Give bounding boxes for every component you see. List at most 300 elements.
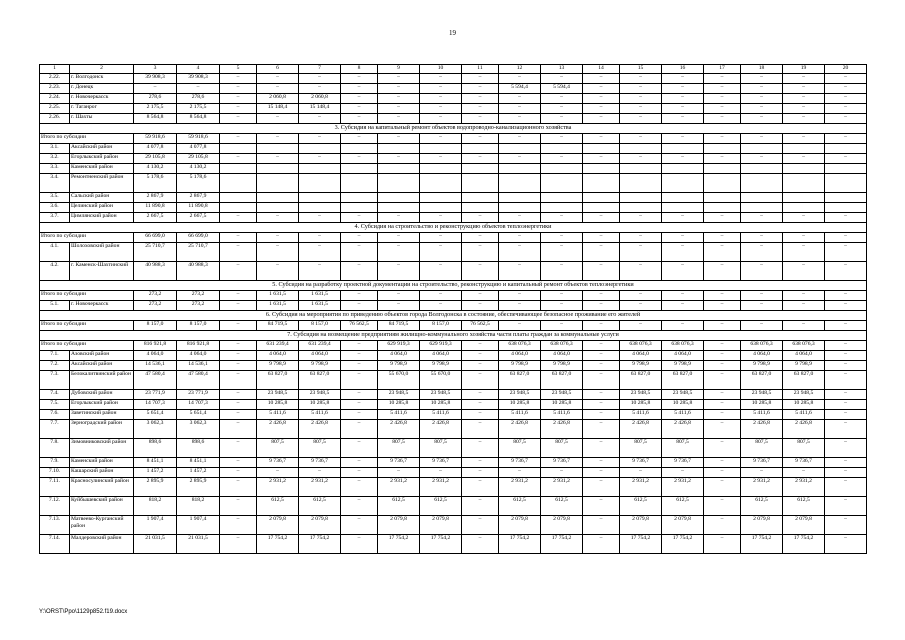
table-cell: – bbox=[220, 74, 257, 84]
table-cell: 4 064,0 bbox=[741, 351, 783, 361]
table-cell: 638 076,3 bbox=[662, 341, 704, 351]
table-cell: – bbox=[220, 535, 257, 554]
table-cell: – bbox=[220, 84, 257, 94]
table-cell: 278,6 bbox=[134, 94, 177, 104]
table-cell: 2 175,5 bbox=[177, 104, 220, 114]
table-cell: – bbox=[583, 361, 620, 371]
table-cell: 4 064,0 bbox=[134, 351, 177, 361]
table-cell: 23 948,5 bbox=[741, 390, 783, 400]
table-cell: – bbox=[462, 84, 499, 94]
table-cell: – bbox=[620, 74, 662, 84]
row-number-cell: 7.11. bbox=[40, 478, 70, 497]
table-cell: – bbox=[220, 361, 257, 371]
section-heading: 7. Субсидия на возмещение предприятиям жилищно-коммунального хозяйства части платы граждан за коммунальные услуги bbox=[40, 331, 867, 341]
territory-name-cell: Аксайский район bbox=[70, 144, 134, 154]
table-cell: – bbox=[541, 233, 583, 243]
table-cell: – bbox=[825, 516, 867, 535]
table-row bbox=[40, 439, 867, 458]
table-cell: – bbox=[541, 262, 583, 281]
table-cell: – bbox=[620, 104, 662, 114]
territory-name-cell: Красносулинский район bbox=[70, 478, 134, 497]
table-cell: 629 919,3 bbox=[420, 341, 462, 351]
table-cell bbox=[462, 174, 499, 193]
table-cell: – bbox=[462, 478, 499, 497]
table-cell bbox=[499, 193, 541, 203]
table-cell: – bbox=[620, 262, 662, 281]
table-cell: – bbox=[420, 301, 462, 311]
table-cell: 273,2 bbox=[177, 291, 220, 301]
page-number: 19 bbox=[449, 29, 456, 37]
table-cell: 23 948,5 bbox=[662, 390, 704, 400]
table-cell: – bbox=[341, 361, 378, 371]
territory-name-cell: г. Таганрог bbox=[70, 104, 134, 114]
table-cell: 278,6 bbox=[177, 94, 220, 104]
table-cell: 23 771,9 bbox=[177, 390, 220, 400]
table-cell bbox=[662, 174, 704, 193]
table-cell bbox=[462, 193, 499, 203]
table-cell: – bbox=[257, 468, 299, 478]
table-row bbox=[40, 400, 867, 410]
table-cell: 23 948,5 bbox=[378, 390, 420, 400]
table-cell: – bbox=[299, 114, 341, 124]
table-cell: 2 931,2 bbox=[499, 478, 541, 497]
table-row bbox=[40, 516, 867, 535]
territory-name-cell: Зерноградский район bbox=[70, 420, 134, 439]
table-cell: – bbox=[341, 74, 378, 84]
column-number-cell: 17 bbox=[704, 65, 741, 74]
table-cell: – bbox=[825, 478, 867, 497]
row-number-cell: 7.7. bbox=[40, 420, 70, 439]
table-row bbox=[40, 94, 867, 104]
table-cell: – bbox=[783, 291, 825, 301]
table-cell: 612,5 bbox=[257, 497, 299, 516]
territory-name-cell: Егорлыкский район bbox=[70, 400, 134, 410]
table-cell: 9 736,7 bbox=[299, 458, 341, 468]
table-cell: – bbox=[220, 134, 257, 144]
table-row bbox=[40, 104, 867, 114]
table-cell: 17 754,2 bbox=[783, 535, 825, 554]
table-cell: 9 798,9 bbox=[257, 361, 299, 371]
table-cell: – bbox=[583, 291, 620, 301]
table-cell: 76 562,5 bbox=[462, 321, 499, 331]
table-cell: – bbox=[341, 351, 378, 361]
table-cell: 2 895,9 bbox=[177, 478, 220, 497]
table-cell: – bbox=[583, 516, 620, 535]
section-heading-row bbox=[40, 331, 867, 341]
table-cell: – bbox=[341, 341, 378, 351]
table-cell: – bbox=[583, 400, 620, 410]
footer-file-path: Y:\ORST\Ppo\1129p852.f19.docx bbox=[39, 609, 128, 615]
table-cell: 1 631,5 bbox=[299, 301, 341, 311]
table-cell: 2 931,2 bbox=[420, 478, 462, 497]
column-number-cell: 6 bbox=[257, 65, 299, 74]
section-heading-row bbox=[40, 311, 867, 321]
table-cell: 9 798,9 bbox=[741, 361, 783, 371]
table-cell: – bbox=[462, 420, 499, 439]
table-cell: – bbox=[420, 213, 462, 223]
table-cell: 807,5 bbox=[783, 439, 825, 458]
table-cell: 638 076,3 bbox=[741, 341, 783, 351]
table-cell: 10 285,8 bbox=[783, 400, 825, 410]
table-cell bbox=[420, 164, 462, 174]
table-cell bbox=[299, 174, 341, 193]
table-cell: – bbox=[299, 134, 341, 144]
territory-name-cell: г. Новочеркасск bbox=[70, 301, 134, 311]
table-cell bbox=[662, 193, 704, 203]
table-cell: 9 798,9 bbox=[299, 361, 341, 371]
table-cell: 9 736,7 bbox=[783, 458, 825, 468]
table-cell: – bbox=[662, 104, 704, 114]
table-row bbox=[40, 114, 867, 124]
territory-name-cell: г. Волгодонск bbox=[70, 74, 134, 84]
table-cell: 9 736,7 bbox=[662, 458, 704, 468]
table-cell: – bbox=[299, 213, 341, 223]
table-cell: – bbox=[341, 478, 378, 497]
table-cell: 5 411,6 bbox=[541, 410, 583, 420]
table-cell: 807,5 bbox=[257, 439, 299, 458]
table-cell: – bbox=[499, 321, 541, 331]
total-row bbox=[40, 291, 867, 301]
table-cell: – bbox=[341, 410, 378, 420]
table-cell: 23 948,5 bbox=[299, 390, 341, 400]
table-cell: – bbox=[499, 468, 541, 478]
table-cell: 2 426,8 bbox=[662, 420, 704, 439]
table-cell: – bbox=[341, 516, 378, 535]
table-cell: – bbox=[583, 301, 620, 311]
table-cell: – bbox=[825, 291, 867, 301]
column-number-cell: 15 bbox=[620, 65, 662, 74]
total-row bbox=[40, 321, 867, 331]
table-cell: – bbox=[620, 243, 662, 262]
table-cell: – bbox=[583, 341, 620, 351]
table-cell: – bbox=[583, 114, 620, 124]
table-cell bbox=[462, 203, 499, 213]
table-cell: 17 754,2 bbox=[299, 535, 341, 554]
table-cell: 17 754,2 bbox=[378, 535, 420, 554]
table-cell: – bbox=[462, 390, 499, 400]
table-cell: 23 771,9 bbox=[134, 390, 177, 400]
table-cell: – bbox=[662, 74, 704, 84]
table-cell: – bbox=[220, 439, 257, 458]
table-cell: – bbox=[741, 213, 783, 223]
table-cell: – bbox=[299, 74, 341, 84]
table-cell: 9 798,9 bbox=[420, 361, 462, 371]
table-cell: 807,5 bbox=[420, 439, 462, 458]
table-cell: – bbox=[220, 291, 257, 301]
table-cell: – bbox=[220, 104, 257, 114]
table-cell: 9 736,7 bbox=[620, 458, 662, 468]
table-cell: – bbox=[662, 233, 704, 243]
table-row bbox=[40, 84, 867, 94]
table-cell bbox=[257, 164, 299, 174]
column-number-cell: 5 bbox=[220, 65, 257, 74]
table-cell bbox=[299, 193, 341, 203]
row-number-cell: 2.22. bbox=[40, 74, 70, 84]
table-cell: – bbox=[220, 420, 257, 439]
table-cell: – bbox=[378, 291, 420, 301]
table-cell: – bbox=[583, 535, 620, 554]
table-cell: 5 411,6 bbox=[420, 410, 462, 420]
table-cell: 612,5 bbox=[378, 497, 420, 516]
table-row bbox=[40, 164, 867, 174]
table-cell bbox=[220, 174, 257, 193]
table-cell: 2 079,8 bbox=[257, 516, 299, 535]
table-cell: – bbox=[704, 420, 741, 439]
section-heading: 3. Субсидия на капитальный ремонт объектов водопроводно-канализационного хозяйства bbox=[40, 124, 867, 134]
table-cell: 2 931,2 bbox=[662, 478, 704, 497]
table-cell: 2 426,8 bbox=[499, 420, 541, 439]
table-cell bbox=[741, 203, 783, 213]
table-cell: – bbox=[662, 301, 704, 311]
table-cell: 1 631,5 bbox=[299, 291, 341, 301]
column-number-row bbox=[40, 65, 867, 74]
table-cell: – bbox=[783, 94, 825, 104]
table-cell bbox=[257, 144, 299, 154]
table-cell: 4 077,8 bbox=[134, 144, 177, 154]
table-cell: – bbox=[541, 321, 583, 331]
table-cell: 5 651,4 bbox=[177, 410, 220, 420]
table-cell: – bbox=[704, 154, 741, 164]
table-cell: 4 077,8 bbox=[177, 144, 220, 154]
table-cell: – bbox=[662, 134, 704, 144]
territory-name-cell: Белокалитвинский район bbox=[70, 371, 134, 390]
table-cell: – bbox=[462, 114, 499, 124]
table-cell: – bbox=[583, 243, 620, 262]
table-cell: – bbox=[220, 154, 257, 164]
table-row bbox=[40, 301, 867, 311]
table-cell bbox=[341, 164, 378, 174]
table-cell: – bbox=[583, 84, 620, 94]
table-cell: 10 285,8 bbox=[541, 400, 583, 410]
table-cell: – bbox=[541, 94, 583, 104]
table-cell: 29 105,8 bbox=[134, 154, 177, 164]
table-cell: – bbox=[341, 104, 378, 114]
table-cell: – bbox=[583, 390, 620, 400]
table-cell: – bbox=[220, 341, 257, 351]
table-cell bbox=[583, 193, 620, 203]
table-cell: – bbox=[220, 410, 257, 420]
table-cell: – bbox=[462, 371, 499, 390]
table-cell bbox=[420, 144, 462, 154]
table-cell: 2 931,2 bbox=[620, 478, 662, 497]
table-cell: 4 130,2 bbox=[177, 164, 220, 174]
table-cell: 8 157,0 bbox=[134, 321, 177, 331]
row-number-cell: 7.6. bbox=[40, 410, 70, 420]
table-cell: 5 651,4 bbox=[134, 410, 177, 420]
table-cell: 612,5 bbox=[499, 497, 541, 516]
table-cell: – bbox=[378, 74, 420, 84]
table-row bbox=[40, 458, 867, 468]
table-cell: 2 426,8 bbox=[783, 420, 825, 439]
row-number-cell: 7.14. bbox=[40, 535, 70, 554]
table-cell: 4 064,0 bbox=[662, 351, 704, 361]
table-cell: 807,5 bbox=[620, 439, 662, 458]
table-cell: – bbox=[583, 262, 620, 281]
table-cell bbox=[420, 203, 462, 213]
table-cell: 8 564,8 bbox=[177, 114, 220, 124]
table-cell: – bbox=[341, 301, 378, 311]
table-cell: 4 064,0 bbox=[783, 351, 825, 361]
table-cell: 2 060,8 bbox=[257, 94, 299, 104]
table-cell: 2 079,8 bbox=[662, 516, 704, 535]
table-cell: – bbox=[825, 74, 867, 84]
table-cell: 9 736,7 bbox=[741, 458, 783, 468]
table-cell: – bbox=[341, 213, 378, 223]
row-number-cell: 2.26. bbox=[40, 114, 70, 124]
table-cell: 2 931,2 bbox=[257, 478, 299, 497]
table-cell: – bbox=[420, 233, 462, 243]
table-cell: – bbox=[704, 94, 741, 104]
table-cell: – bbox=[220, 390, 257, 400]
table-row bbox=[40, 371, 867, 390]
table-cell: – bbox=[541, 74, 583, 84]
table-cell: – bbox=[741, 262, 783, 281]
table-cell: – bbox=[220, 233, 257, 243]
table-cell: – bbox=[825, 154, 867, 164]
territory-name-cell: Азовский район bbox=[70, 351, 134, 361]
table-cell: – bbox=[704, 134, 741, 144]
column-number-cell: 3 bbox=[134, 65, 177, 74]
territory-name-cell: Каменский район bbox=[70, 458, 134, 468]
table-cell: 807,5 bbox=[662, 439, 704, 458]
table-cell: 5 594,4 bbox=[499, 84, 541, 94]
table-cell: 1 907,4 bbox=[134, 516, 177, 535]
table-cell: – bbox=[620, 468, 662, 478]
table-cell: – bbox=[378, 84, 420, 94]
table-cell bbox=[583, 174, 620, 193]
table-cell: – bbox=[420, 94, 462, 104]
table-cell bbox=[220, 193, 257, 203]
table-cell: 5 411,6 bbox=[299, 410, 341, 420]
table-cell: – bbox=[462, 410, 499, 420]
row-number-cell: 7.4. bbox=[40, 390, 70, 400]
table-cell bbox=[341, 203, 378, 213]
table-cell: 84 719,5 bbox=[257, 321, 299, 331]
table-cell: – bbox=[257, 262, 299, 281]
table-cell: – bbox=[583, 371, 620, 390]
territory-name-cell: Шолоховский район bbox=[70, 243, 134, 262]
table-cell: – bbox=[341, 535, 378, 554]
territory-name-cell: г. Каменск-Шахтинский bbox=[70, 262, 134, 281]
table-cell bbox=[341, 144, 378, 154]
table-cell: – bbox=[541, 104, 583, 114]
table-cell: 23 948,5 bbox=[783, 390, 825, 400]
table-cell: – bbox=[783, 104, 825, 114]
table-cell: 1 631,5 bbox=[257, 291, 299, 301]
table-cell: 55 670,0 bbox=[378, 371, 420, 390]
table-cell: – bbox=[704, 400, 741, 410]
table-row bbox=[40, 361, 867, 371]
table-cell: 898,6 bbox=[177, 439, 220, 458]
table-cell: – bbox=[704, 213, 741, 223]
table-cell bbox=[220, 164, 257, 174]
table-cell: – bbox=[220, 213, 257, 223]
table-cell: – bbox=[134, 84, 177, 94]
table-cell: – bbox=[541, 243, 583, 262]
column-number-cell: 16 bbox=[662, 65, 704, 74]
table-cell: – bbox=[299, 262, 341, 281]
table-cell: 21 031,5 bbox=[177, 535, 220, 554]
table-cell: 63 827,0 bbox=[783, 371, 825, 390]
column-number-cell: 12 bbox=[499, 65, 541, 74]
table-cell: – bbox=[704, 341, 741, 351]
table-cell: – bbox=[704, 410, 741, 420]
table-cell: 898,6 bbox=[134, 439, 177, 458]
table-cell: – bbox=[741, 291, 783, 301]
table-cell: 2 060,8 bbox=[299, 94, 341, 104]
table-cell: – bbox=[341, 233, 378, 243]
table-row bbox=[40, 390, 867, 400]
table-cell: – bbox=[341, 243, 378, 262]
table-cell: – bbox=[462, 243, 499, 262]
table-cell: 2 667,5 bbox=[134, 213, 177, 223]
table-cell: 2 867,9 bbox=[177, 193, 220, 203]
column-number-cell: 8 bbox=[341, 65, 378, 74]
column-number-cell: 19 bbox=[783, 65, 825, 74]
table-cell: – bbox=[341, 420, 378, 439]
table-cell bbox=[299, 164, 341, 174]
table-cell: – bbox=[620, 321, 662, 331]
table-cell bbox=[299, 144, 341, 154]
table-cell: 76 562,5 bbox=[341, 321, 378, 331]
table-cell: 63 827,0 bbox=[741, 371, 783, 390]
table-cell: – bbox=[341, 134, 378, 144]
table-cell: – bbox=[462, 361, 499, 371]
table-cell: – bbox=[583, 321, 620, 331]
table-cell: – bbox=[341, 114, 378, 124]
table-cell bbox=[299, 203, 341, 213]
row-number-cell: 3.7. bbox=[40, 213, 70, 223]
table-cell: – bbox=[825, 535, 867, 554]
table-cell: 47 580,4 bbox=[134, 371, 177, 390]
table-cell: – bbox=[783, 134, 825, 144]
table-cell: – bbox=[220, 243, 257, 262]
table-cell: – bbox=[704, 468, 741, 478]
table-cell: 807,5 bbox=[541, 439, 583, 458]
table-cell: – bbox=[825, 410, 867, 420]
table-cell: – bbox=[299, 233, 341, 243]
table-cell: 2 931,2 bbox=[741, 478, 783, 497]
total-row bbox=[40, 134, 867, 144]
table-cell: – bbox=[783, 233, 825, 243]
table-cell: – bbox=[620, 134, 662, 144]
table-cell: 273,2 bbox=[134, 291, 177, 301]
table-cell bbox=[783, 144, 825, 154]
table-cell: – bbox=[825, 213, 867, 223]
table-cell: 2 426,8 bbox=[420, 420, 462, 439]
territory-name-cell: Сальский район bbox=[70, 193, 134, 203]
table-cell: 2 079,8 bbox=[378, 516, 420, 535]
table-cell: – bbox=[341, 262, 378, 281]
table-cell: – bbox=[583, 94, 620, 104]
table-cell: – bbox=[220, 371, 257, 390]
table-cell: – bbox=[825, 243, 867, 262]
table-cell: – bbox=[620, 233, 662, 243]
table-cell: – bbox=[420, 262, 462, 281]
table-cell: 273,2 bbox=[134, 301, 177, 311]
table-cell bbox=[741, 193, 783, 203]
table-cell bbox=[541, 164, 583, 174]
table-cell: 629 919,3 bbox=[378, 341, 420, 351]
table-cell: 1 457,2 bbox=[177, 468, 220, 478]
table-cell bbox=[583, 144, 620, 154]
table-cell: – bbox=[462, 154, 499, 164]
table-cell: 10 285,8 bbox=[257, 400, 299, 410]
table-cell: – bbox=[825, 439, 867, 458]
table-cell bbox=[825, 164, 867, 174]
table-cell: – bbox=[499, 233, 541, 243]
table-cell: 631 239,4 bbox=[257, 341, 299, 351]
